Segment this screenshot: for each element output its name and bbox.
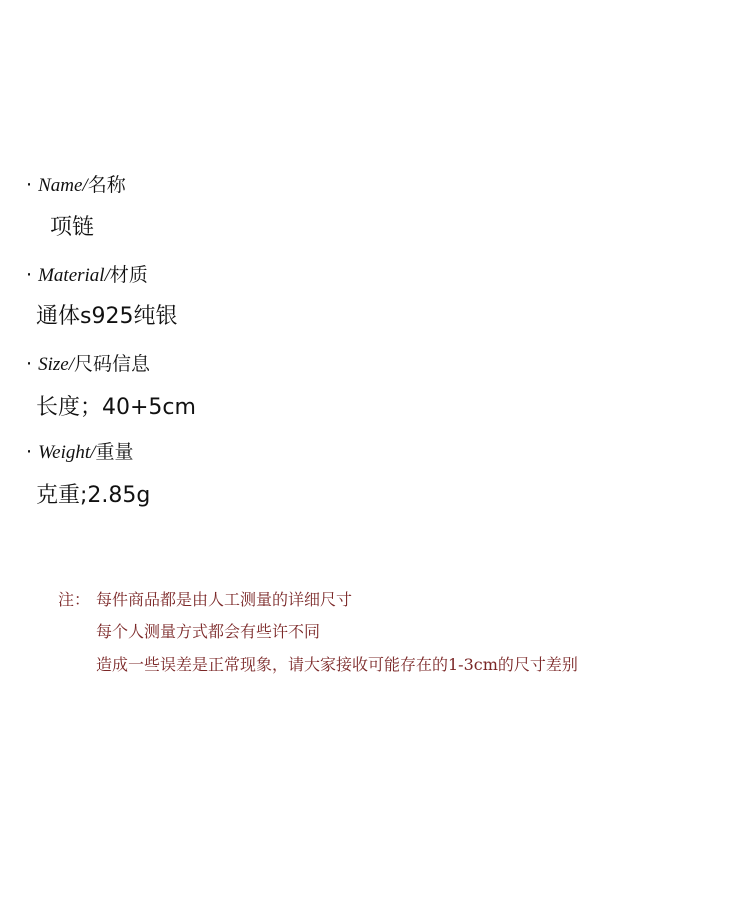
material-label-zh: 材质 xyxy=(109,264,148,286)
weight-label-zh: 重量 xyxy=(95,441,134,463)
size-value: 长度；40+5cm xyxy=(36,395,196,420)
size-label: · Size/尺码信息 xyxy=(26,353,150,375)
note-prefix: 注： xyxy=(58,590,91,609)
name-label-en: Name xyxy=(38,175,83,196)
size-label-zh: 尺码信息 xyxy=(73,353,150,375)
weight-label-en: Weight xyxy=(38,442,91,463)
weight-label: · Weight/重量 xyxy=(26,441,134,463)
name-label-zh: 名称 xyxy=(87,174,126,196)
material-label: · Material/材质 xyxy=(26,264,148,286)
name-value: 项链 xyxy=(50,215,95,240)
note-line-2: 每个人测量方式都会有些许不同 xyxy=(96,622,321,641)
name-label: · Name/名称 xyxy=(26,174,126,196)
weight-value: 克重;2.85g xyxy=(36,483,151,508)
material-label-en: Material xyxy=(38,265,105,286)
note-line-1: 每件商品都是由人工测量的详细尺寸 xyxy=(96,590,353,609)
size-label-en: Size xyxy=(38,354,69,375)
note-line-3: 造成一些误差是正常现象，请大家接收可能存在的1-3cm的尺寸差别 xyxy=(96,655,578,674)
material-value: 通体s925纯银 xyxy=(36,304,178,329)
